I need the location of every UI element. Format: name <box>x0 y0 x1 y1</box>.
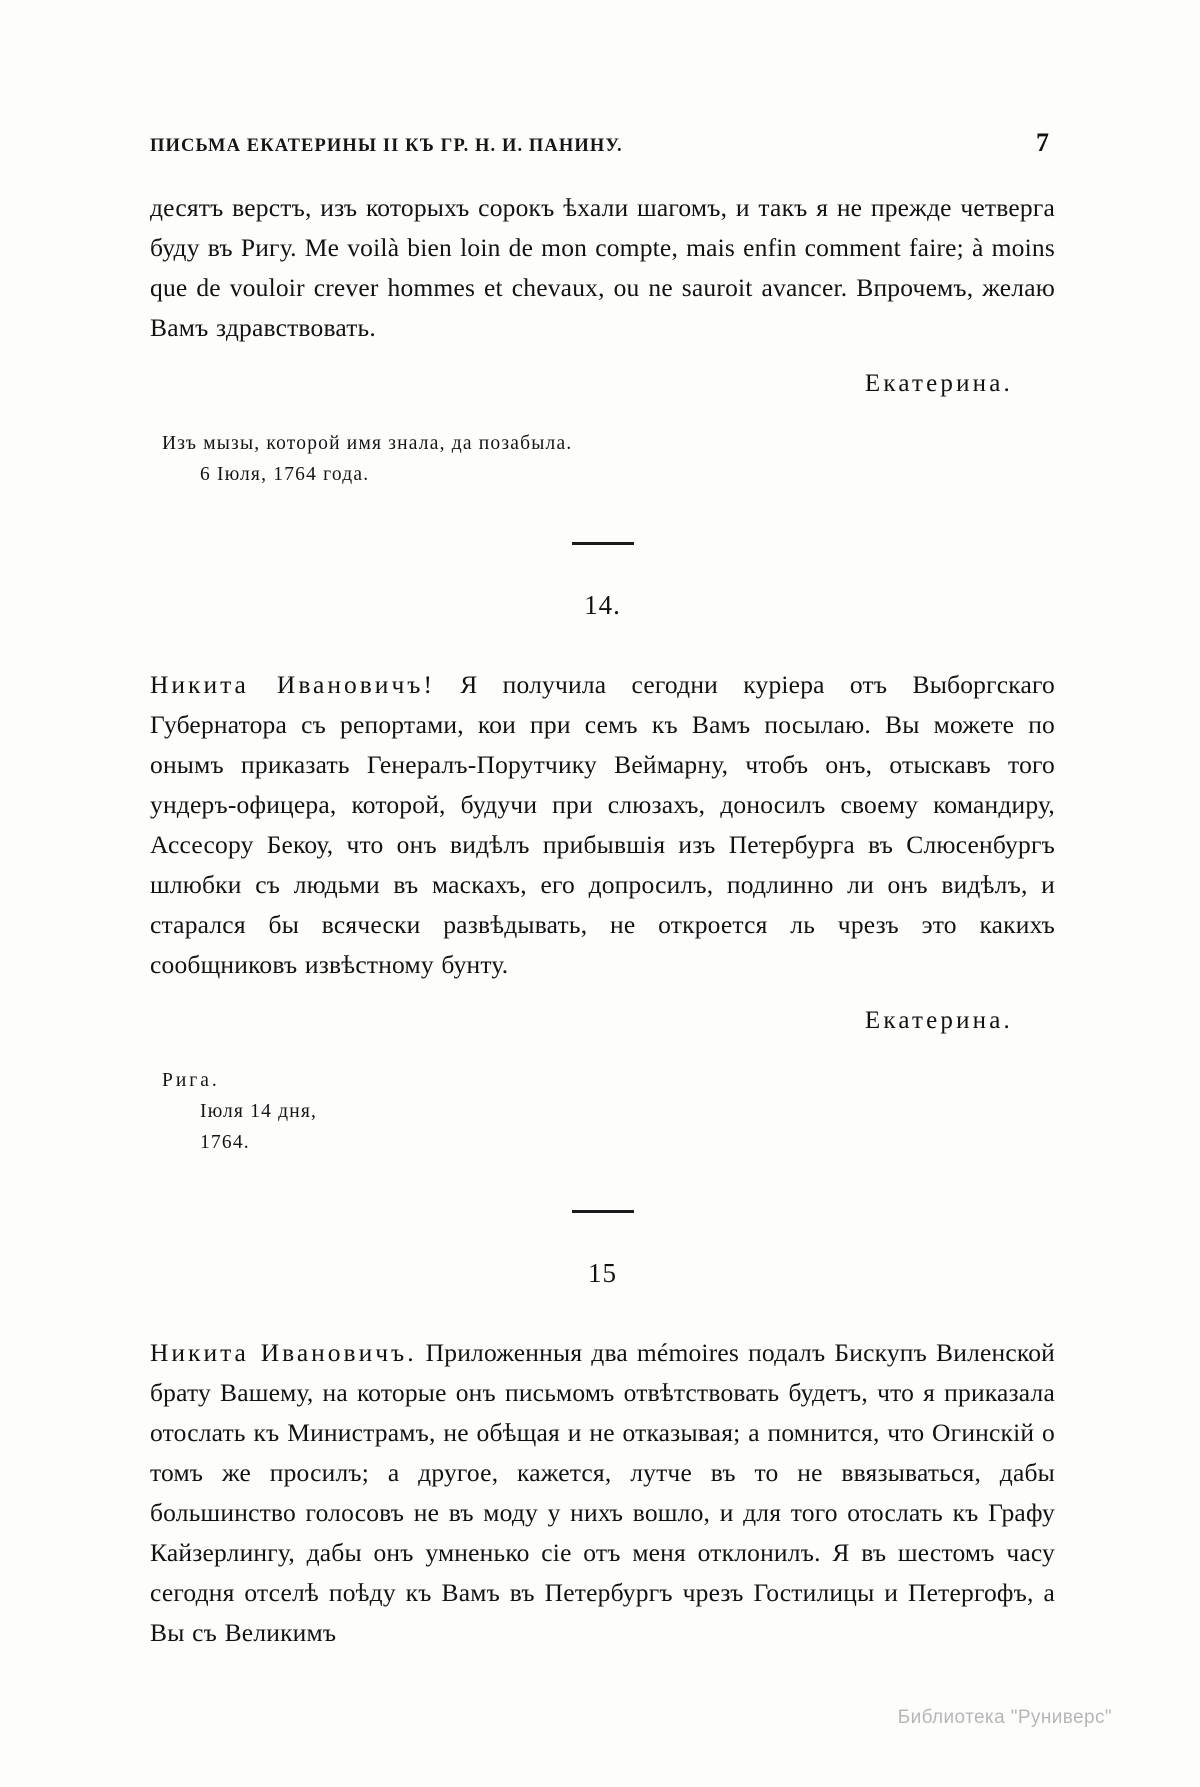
page-content <box>150 128 1055 1653</box>
letter-15-salutation: Никита Ивановичъ. <box>150 1338 417 1367</box>
section-divider <box>150 1200 1055 1218</box>
date-line-2: 1764. <box>200 1132 250 1153</box>
date-line-1: Іюля 14 дня, <box>200 1101 318 1122</box>
library-watermark: Библиотека "Руниверс" <box>897 1707 1112 1728</box>
running-head <box>150 128 1055 158</box>
running-head-title: ПИСЬМА ЕКАТЕРИНЫ II КЪ ГР. Н. И. ПАНИНУ. <box>150 136 623 156</box>
letter-15-body <box>150 1333 1055 1653</box>
letter-place-date-block <box>150 428 1055 490</box>
letter-14-signature: Екатерина. <box>864 1007 1013 1034</box>
letter-number-15: 15 <box>588 1258 617 1288</box>
letter-14-salutation: Никита Ивановичъ! <box>150 670 435 699</box>
section-divider <box>150 532 1055 550</box>
letter-14-body <box>150 665 1055 985</box>
letter-15-text: Приложенныя два mémoires подалъ Бискупъ Виленской брату Вашему, на которые онъ письмомъ отвѣтствовать будетъ, что я приказала отослать къ Министрамъ, не обѣщая и не отказывая; а помнится, что Огинскій о томъ же просилъ; а другое, кажется, лутче въ то не ввязываться, дабы большинство голосовъ не въ моду у нихъ вошло, и для того отослать къ Графу Кайзерлингу, дабы онъ умненько сіе отъ меня отклонилъ. Я въ шестомъ часу сегодня отселѣ поѣду къ Вамъ въ Петербургъ чрезъ Гостилицы и Петергофъ, а Вы съ Великимъ <box>150 1338 1055 1647</box>
page-number: 7 <box>1036 128 1049 157</box>
letter-14-place-date-block <box>150 1065 1055 1158</box>
date-line: 6 Іюля, 1764 года. <box>200 464 370 485</box>
letter-signature: Екатерина. <box>864 370 1013 397</box>
letter-body-continuation: десятъ верстъ, изъ которыхъ сорокъ ѣхали шагомъ, и такъ я не прежде четверга буду въ Ригу. Me voilà bien loin de mon compte, mais enfin comment faire; à moins que de vouloir crever hommes et chevaux, ou ne sauroit avancer. Впрочемъ, желаю Вамъ здравствовать. <box>150 193 1055 342</box>
place-line: Изъ мызы, которой имя знала, да позабыла. <box>162 433 573 454</box>
letter-number-14: 14. <box>584 590 621 620</box>
place-line: Рига. <box>162 1070 220 1091</box>
letter-14-text: Я получила сегодни куріера отъ Выборгскаго Губернатора съ репортами, кои при семъ къ Вамъ посылаю. Вы можете по онымъ приказать Генералъ-Порутчику Веймарну, чтобъ онъ, отыскавъ того ундеръ-офицера, которой, будучи при слюзахъ, доносилъ своему командиру, Ассесору Бекоу, что онъ видѣлъ прибывшія изъ Петербурга въ Слюсенбургъ шлюбки съ людьми въ маскахъ, его допросилъ, подлинно ли онъ видѣлъ, и старался бы всячески развѣдывать, не откроется ль чрезъ это какихъ сообщниковъ извѣстному бунту. <box>150 670 1055 979</box>
